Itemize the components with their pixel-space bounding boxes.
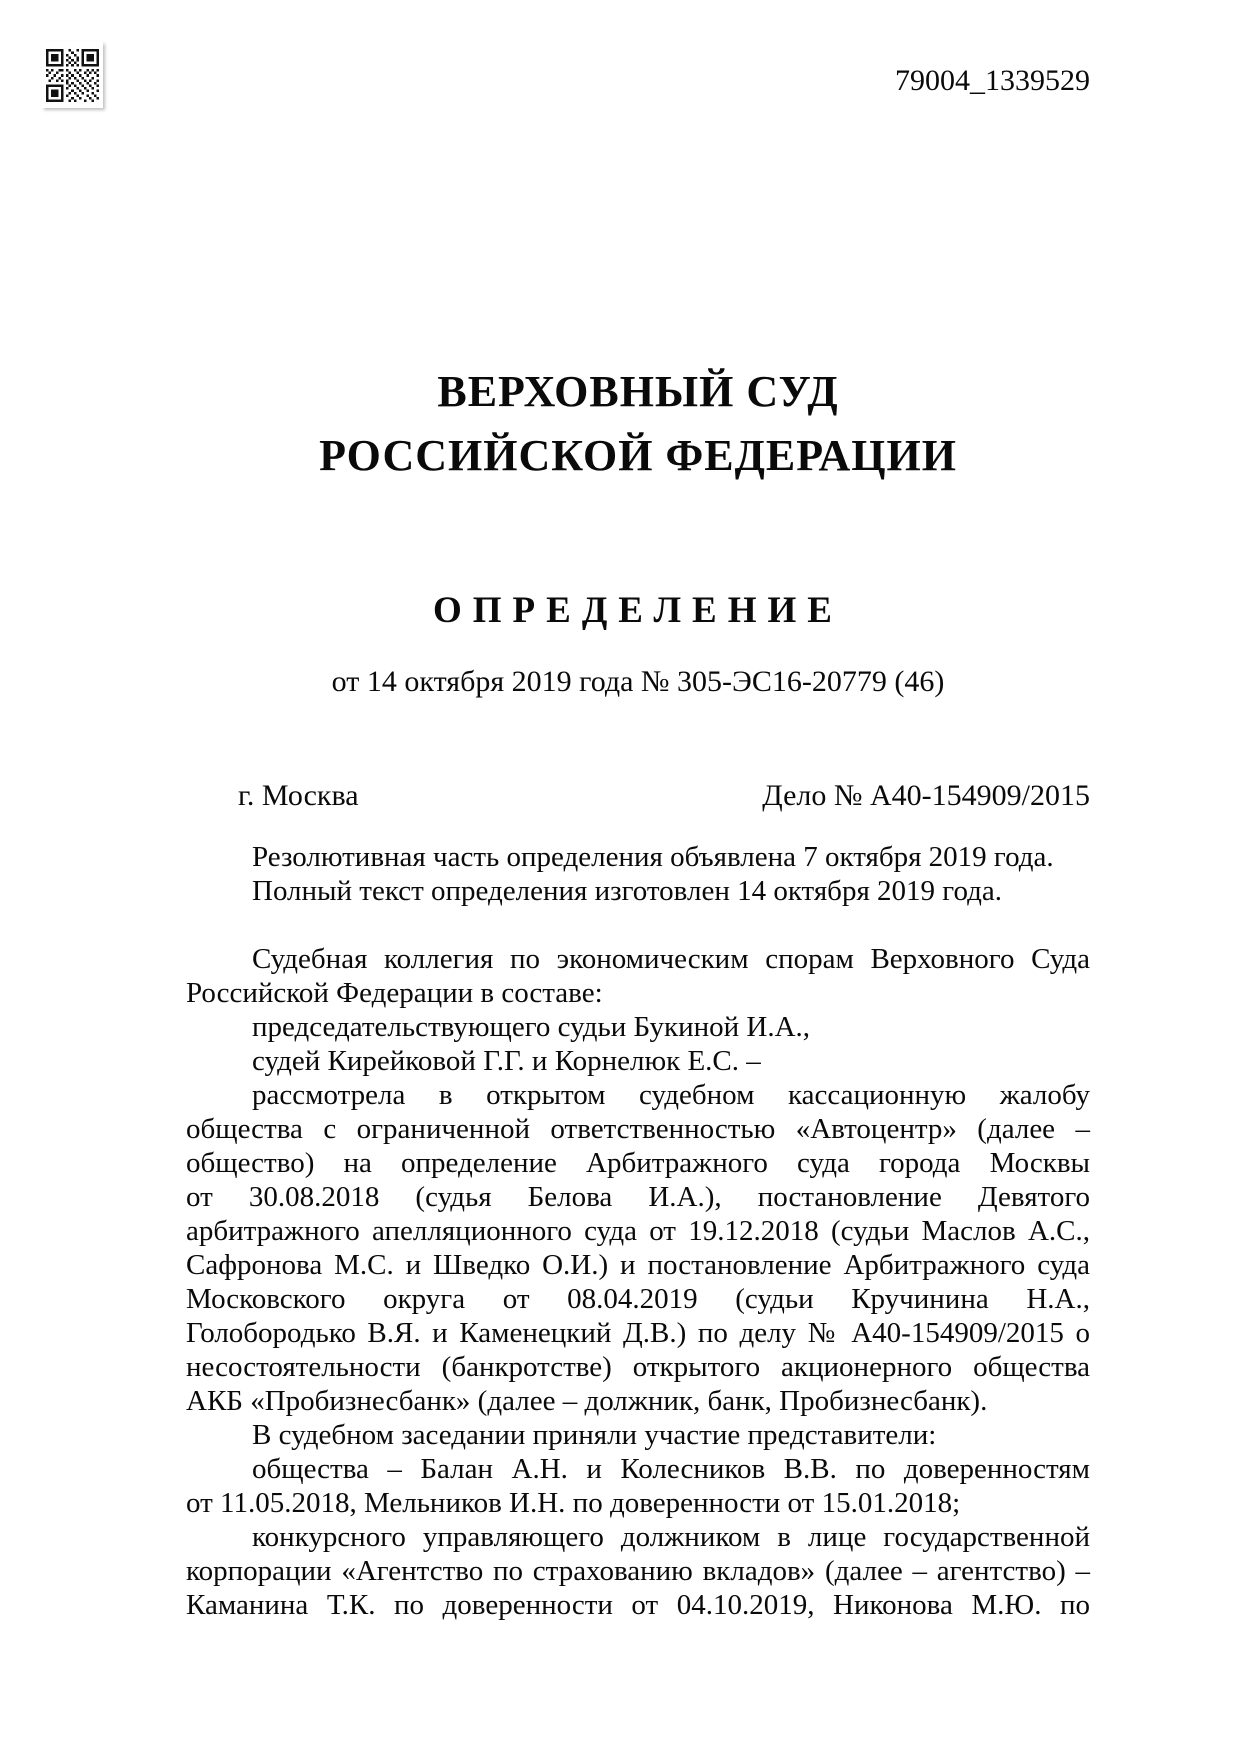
paragraph — [186, 942, 1090, 1010]
court-title — [186, 360, 1090, 488]
text-line: Голобородько В.Я. и Каменецкий Д.В.) по делу № А40-154909/2015 о — [186, 1317, 1090, 1349]
document-body — [186, 840, 1090, 1622]
text-line: В судебном заседании приняли участие представители: — [252, 1419, 937, 1451]
paragraph — [186, 1010, 1090, 1044]
text-line: АКБ «Пробизнесбанк» (далее – должник, банк, Пробизнесбанк). — [186, 1385, 988, 1417]
paragraph — [186, 1044, 1090, 1078]
text-line: Каманина Т.К. по доверенности от 04.10.2019, Никонова М.Ю. по — [186, 1589, 1090, 1621]
text-line: общества – Балан А.Н. и Колесников В.В. по доверенностям — [252, 1453, 1090, 1485]
text-line: корпорации «Агентство по страхованию вкладов» (далее – агентство) – — [186, 1555, 1090, 1587]
text-line: несостоятельности (банкротстве) открытого акционерного общества — [186, 1351, 1090, 1383]
court-title-line2: РОССИЙСКОЙ ФЕДЕРАЦИИ — [319, 431, 957, 480]
text-line: рассмотрела в открытом судебном кассационную жалобу — [252, 1079, 1090, 1111]
paragraph — [186, 1078, 1090, 1418]
paragraph — [186, 1452, 1090, 1520]
case-number: Дело № А40-154909/2015 — [762, 779, 1090, 812]
qr-code-box — [42, 42, 103, 108]
text-line: Резолютивная часть определения объявлена 7 октября 2019 года. — [252, 841, 1054, 873]
text-line: арбитражного апелляционного суда от 19.12.2018 (судьи Маслов А.С., — [186, 1215, 1090, 1247]
text-line: Судебная коллегия по экономическим спорам Верховного Суда — [252, 943, 1090, 975]
text-line: общество) на определение Арбитражного суда города Москвы — [186, 1147, 1090, 1179]
text-line: конкурсного управляющего должником в лице государственной — [252, 1521, 1090, 1553]
paragraph — [186, 1520, 1090, 1622]
paragraph — [186, 840, 1090, 874]
qr-code-icon — [46, 47, 99, 104]
text-line: Российской Федерации в составе: — [186, 977, 603, 1009]
text-line: Полный текст определения изготовлен 14 октября 2019 года. — [252, 875, 1002, 907]
place-case-row — [186, 776, 1090, 816]
text-line: председательствующего судьи Букиной И.А., — [252, 1011, 811, 1043]
order-heading: ОПРЕДЕЛЕНИЕ — [433, 590, 843, 631]
text-line: от 11.05.2018, Мельников И.Н. по доверенности от 15.01.2018; — [186, 1487, 961, 1519]
text-line: общества с ограниченной ответственностью «Автоцентр» (далее – — [186, 1113, 1090, 1145]
order-date-line: от 14 октября 2019 года № 305-ЭС16-20779 (46) — [331, 665, 945, 698]
document-number: 79004_1339529 — [895, 64, 1090, 97]
place-city: г. Москва — [238, 779, 359, 812]
court-title-line1: ВЕРХОВНЫЙ СУД — [437, 367, 839, 416]
text-line: Московского округа от 08.04.2019 (судьи Кручинина Н.А., — [186, 1283, 1090, 1315]
paragraph — [186, 1418, 1090, 1452]
document-content — [186, 0, 1090, 1622]
text-line: Сафронова М.С. и Шведко О.И.) и постановление Арбитражного суда — [186, 1249, 1090, 1281]
text-line: от 30.08.2018 (судья Белова И.А.), постановление Девятого — [186, 1181, 1090, 1213]
text-line: судей Кирейковой Г.Г. и Корнелюк Е.С. – — [252, 1045, 761, 1077]
paragraph — [186, 874, 1090, 908]
